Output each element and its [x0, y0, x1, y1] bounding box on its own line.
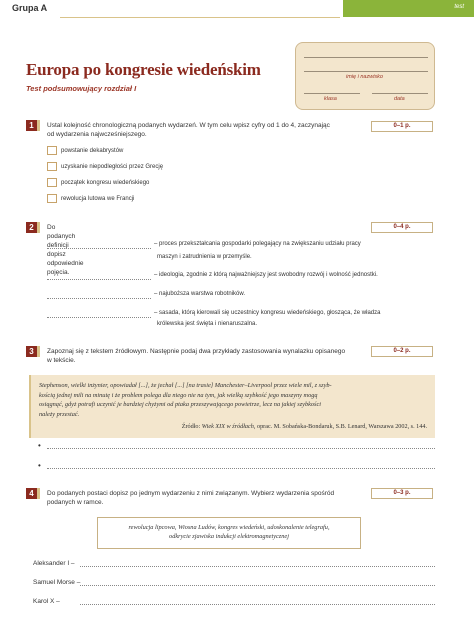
- points-badge: 0–3 p.: [371, 488, 433, 499]
- definition-row: [47, 309, 447, 318]
- task-instruction: [47, 347, 392, 365]
- answer-blank[interactable]: [47, 317, 151, 318]
- option-row: [47, 146, 123, 155]
- page-title: Europa po kongresie wiedeńskim: [26, 60, 261, 79]
- task-instruction: [47, 121, 387, 139]
- task-number: 2: [26, 222, 37, 233]
- page-header: [0, 0, 474, 18]
- instruction-line: Zapoznaj się z tekstem źródłowym. Następnie podaj dwa przykłady zastosowania wynalazku opisanego: [47, 348, 346, 355]
- order-checkbox[interactable]: [47, 146, 57, 155]
- instruction-line: od wydarzenia najwcześniejszego.: [47, 131, 147, 138]
- source-details: , oprac. M. Sobańska-Bondaruk, S.B. Lenard, Warszawa 2002, s. 144.: [253, 423, 427, 430]
- quote-line: Stephenson, wielki inżynier, opowiadał [...], że jechał [...] [na trasie] Manchester–Liverpool przez wiele mil, z szyb-: [39, 382, 332, 389]
- instruction-line: Ustal kolejność chronologiczną podanych wydarzeń. W tym celu wpisz cyfry od 1 do 4, zaczynając: [47, 122, 330, 129]
- answer-line[interactable]: [47, 448, 435, 449]
- definition-text: – proces przekształcania gospodarki polegający na zwiększaniu udziału pracy: [154, 241, 361, 247]
- source-title: Wiek XIX w źródłach: [201, 423, 254, 430]
- person-label: Aleksander I –: [33, 560, 75, 567]
- task-number: 1: [26, 120, 37, 131]
- answer-line[interactable]: [80, 604, 435, 605]
- quote-line: kością jednej mili na minutę i że problem polega dla niego nie na tym, jak wielką szybkość jego maszyny mogą: [39, 391, 318, 399]
- order-checkbox[interactable]: [47, 194, 57, 203]
- quote-source: [39, 422, 427, 432]
- instruction-line: podanych w ramce.: [47, 499, 104, 506]
- word-bank-line: rewolucja lipcowa, Wiosna Ludów, kongres wiedeński, udoskonalenie telegrafu,: [128, 524, 330, 531]
- option-label: uzyskanie niepodległości przez Grecję: [61, 164, 164, 171]
- quote-line: należy przestać.: [39, 410, 80, 418]
- bullet-icon: •: [38, 441, 41, 450]
- student-info-box: [295, 42, 435, 110]
- name-line-2[interactable]: [304, 71, 428, 72]
- definition-text: – sasada, którą kierowali się uczestnicy kongresu wiedeńskiego, głosząca, że władza: [154, 310, 381, 316]
- answer-blank[interactable]: [47, 279, 151, 280]
- person-label: Karol X –: [33, 598, 60, 605]
- order-checkbox[interactable]: [47, 162, 57, 171]
- name-line[interactable]: [304, 57, 428, 58]
- points-badge: 0–1 p.: [371, 121, 433, 132]
- definition-text: – ideologia, zgodnie z którą najważniejszy jest swobodny rozwój i wolność jednostki.: [154, 272, 378, 278]
- answer-blank[interactable]: [47, 248, 151, 249]
- quote-line: osiągnąć, gdyż potrafi uczynić je bardziej chyżymi od ptaka przeszywającego powietrze, lecz na jakiej szybkości: [39, 401, 322, 408]
- task-number: 4: [26, 488, 37, 499]
- source-quote: [29, 375, 435, 438]
- person-label: Samuel Morse –: [33, 579, 81, 586]
- definition-text: maszyn i zatrudnienia w przemyśle.: [157, 254, 252, 260]
- class-line[interactable]: [304, 93, 360, 94]
- definition-row: [47, 271, 447, 280]
- word-bank-line: odkrycie zjawiska indukcji elektromagnetycznej: [169, 533, 289, 540]
- name-label: imię i nazwisko: [346, 74, 383, 80]
- order-checkbox[interactable]: [47, 178, 57, 187]
- answer-line[interactable]: [47, 468, 435, 469]
- definition-row: [47, 240, 437, 249]
- definition-text: królewska jest święta i nienaruszalna.: [157, 321, 258, 327]
- answer-line[interactable]: [80, 566, 435, 567]
- header-divider: [60, 17, 340, 18]
- option-label: rewolucja lutowa we Francji: [61, 196, 135, 203]
- date-line[interactable]: [372, 93, 428, 94]
- definition-text: – najuboższa warstwa robotników.: [154, 291, 246, 297]
- class-label: klasa: [324, 96, 337, 102]
- option-label: początek kongresu wiedeńskiego: [61, 180, 150, 187]
- source-prefix: Źródło:: [181, 423, 201, 430]
- option-row: [47, 178, 149, 187]
- points-badge: 0–2 p.: [371, 346, 433, 357]
- answer-line[interactable]: [80, 585, 435, 586]
- date-label: data: [394, 96, 405, 102]
- option-row: [47, 162, 163, 171]
- task-instruction: Do podanych definicji dopisz odpowiednie pojęcia.: [47, 224, 84, 276]
- points-badge: 0–4 p.: [371, 222, 433, 233]
- word-bank-box: [97, 517, 361, 549]
- group-label: Grupa A: [12, 3, 48, 13]
- instruction-line: w tekście.: [47, 357, 76, 364]
- header-tag: test: [343, 0, 474, 17]
- definition-row: [47, 290, 245, 299]
- answer-blank[interactable]: [47, 298, 151, 299]
- option-label: powstanie dekabrystów: [61, 148, 124, 155]
- instruction-line: Do podanych postaci dopisz po jednym wydarzeniu z nimi związanym. Wybierz wydarzenia spośród: [47, 490, 335, 497]
- bullet-icon: •: [38, 461, 41, 470]
- task-instruction: [47, 489, 392, 507]
- page-subtitle: Test podsumowujący rozdział I: [26, 84, 137, 93]
- option-row: [47, 194, 134, 203]
- task-number: 3: [26, 346, 37, 357]
